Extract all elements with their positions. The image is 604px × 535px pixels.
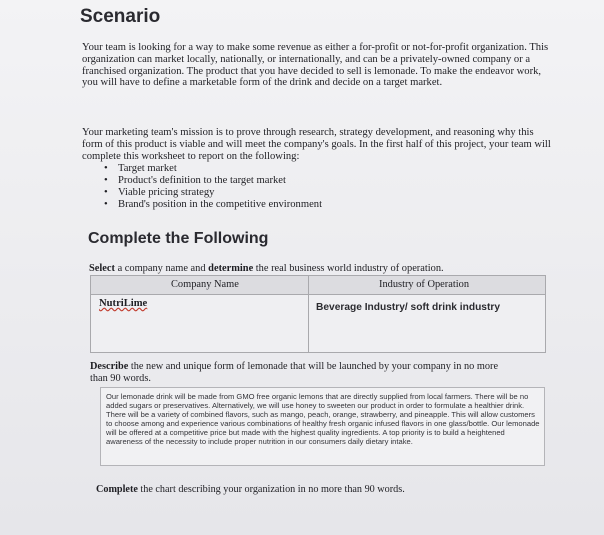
scenario-heading: Scenario <box>80 6 161 27</box>
scenario-paragraph-2: Your marketing team's mission is to prove through research, strategy development, and reasoning why this form of this product is viable and will meet the company's goals. In the first half of this project, your team will complete this worksheet to report on the following: <box>82 127 551 162</box>
company-name-cell[interactable]: NutriLime <box>99 298 148 309</box>
column-divider <box>308 276 309 352</box>
complete-heading: Complete the Following <box>88 230 269 247</box>
list-item: • Product's definition to the target market <box>100 175 322 187</box>
describe-text: the new and unique form of lemonade that will be launched by your company in no more than 90 words. <box>90 361 499 384</box>
instruction-text: a company name and <box>114 263 209 274</box>
scenario-paragraph-1: Your team is looking for a way to make some revenue as either a for-profit or not-for-profit organization. This organization can market locally, nationally, or internationally, and can be a privately-owned company or a franchised organization. The product that you have decided to sell is lemonade. To make the endeavor work, you will have to define a marketable form of the drink and decide on a target market. <box>82 42 549 89</box>
describe-keyword: Describe <box>90 361 129 372</box>
instruction-keyword-select: Select <box>89 263 115 274</box>
report-topics-list <box>100 163 322 211</box>
list-item: • Viable pricing strategy <box>100 187 322 199</box>
industry-cell[interactable]: Beverage Industry/ soft drink industry <box>316 302 500 313</box>
chart-text: the chart describing your organization in no more than 90 words. <box>137 484 405 495</box>
company-name-header: Company Name <box>171 279 239 290</box>
company-table <box>90 275 546 353</box>
list-item: • Target market <box>100 163 322 175</box>
table-header-row <box>91 276 545 295</box>
chart-instruction <box>96 484 405 495</box>
describe-instruction <box>90 361 510 384</box>
list-item: • Brand's position in the competitive environment <box>100 199 322 211</box>
instruction-keyword-determine: determine <box>208 263 254 274</box>
chart-keyword: Complete <box>96 484 138 495</box>
industry-header: Industry of Operation <box>379 279 470 290</box>
company-instruction <box>89 263 444 275</box>
lemonade-description-answer[interactable]: Our lemonade drink will be made from GMO free organic lemons that are directly supplied from local farmers. There will be no added sugars or preservatives. Alternatively, we will use honey to sweeten our product in order to formulate a healthier drink. There will be a variety of combined flavors, such as mango, peach, orange, strawberry, and pineapple. This will allow customers to choose among and experience various combinations of healthy fresh organic infused flavors in one glass/bottle. Our lemonade will be offered at a competitive price but made with the highest quality ingredients. A top priority is to build a heightened awareness of the necessity to include proper nutrition in our consumers daily dietary intake. <box>100 387 545 466</box>
instruction-text: the real business world industry of operation. <box>253 263 444 274</box>
